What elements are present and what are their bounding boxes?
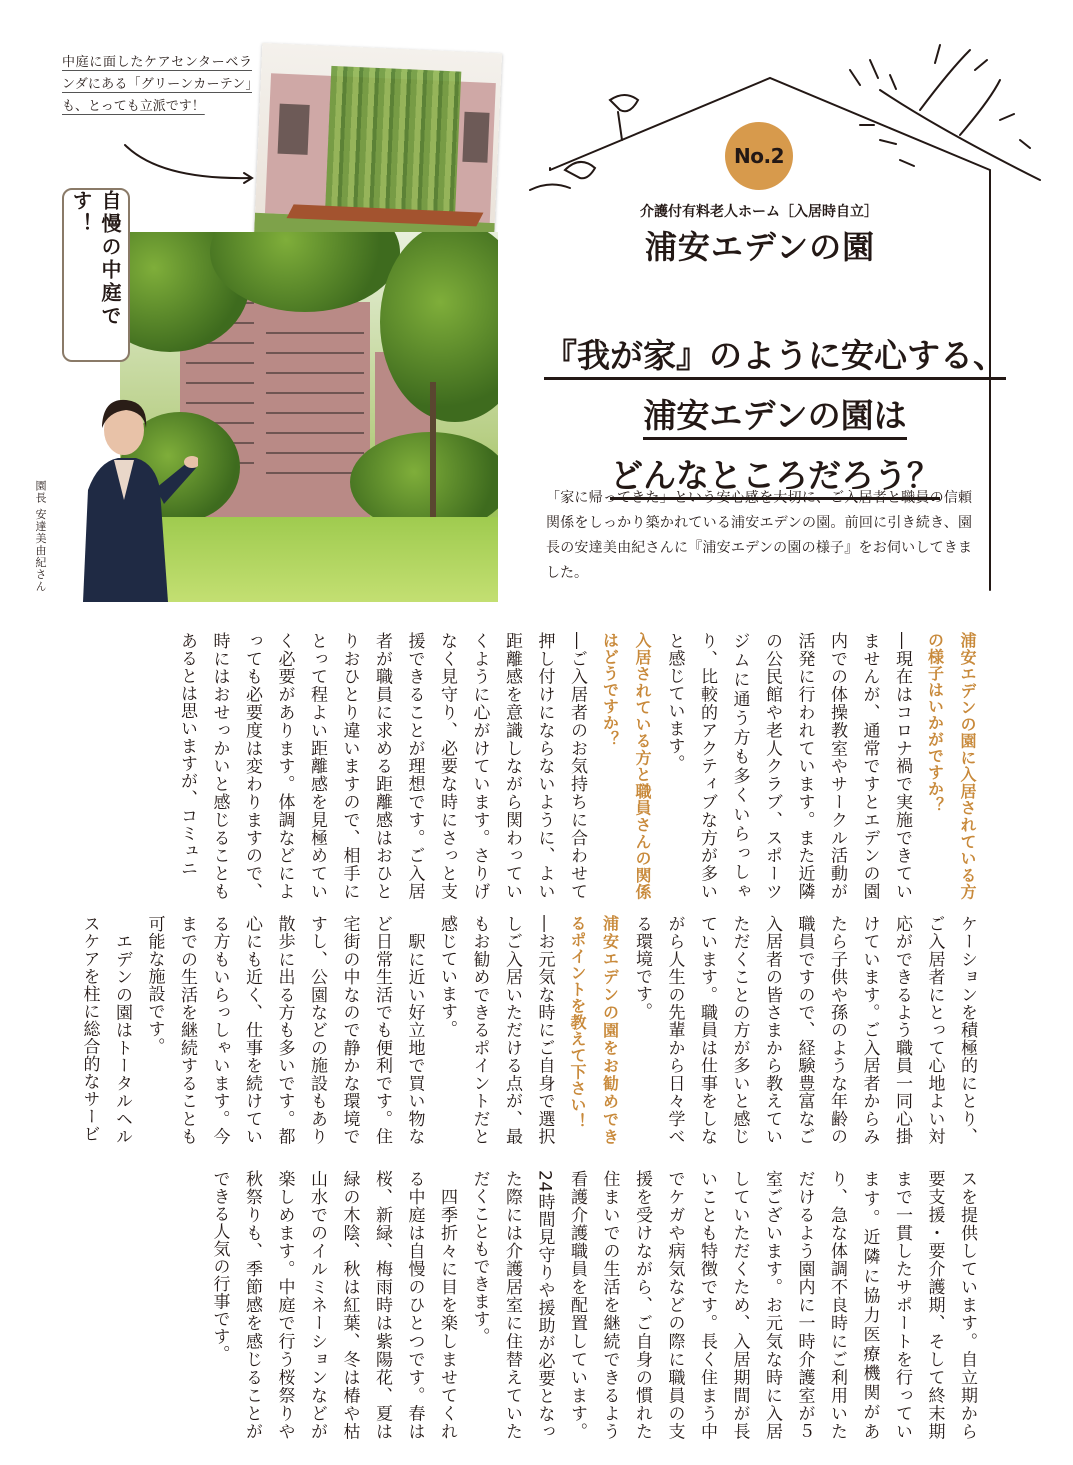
speech-bubble: 自慢の中庭です！ bbox=[62, 188, 130, 362]
answer: ケーションを積極的にとり、ご入居者にとって心地よい対応ができるよう職員一同心掛けています。ご入居者からみたら子供や孫のような年齢の職員ですので、経験豊富なご入居者の皆さまから教えていただくことの方が多いと感じています。職員は仕事をしながら人生の先輩から日々学べる環境です。 bbox=[632, 915, 977, 1145]
question: 浦安エデンの園に入居されている方の様子はいかがですか？ bbox=[925, 632, 977, 900]
question: 浦安エデンの園をお勧めできるポイントを教えて下さい！ bbox=[568, 915, 620, 1145]
issue-badge: No.2 bbox=[725, 122, 793, 190]
body-tier-1 bbox=[83, 632, 983, 900]
body-tier-2 bbox=[79, 915, 983, 1145]
headline-line: どんなところだろう？ bbox=[610, 456, 940, 500]
headline-line: 浦安エデンの園は bbox=[643, 396, 906, 440]
caption-arrow-icon bbox=[120, 140, 260, 190]
answer: 四季折々に目を楽しませてくれる中庭は自慢のひとつです。春は桜、新緑、梅雨時は紫陽花、夏は緑の木陰、秋は紅葉、冬は椿や枯山水でのイルミネーションなどが楽しめます。中庭で行う桜祭りや秋祭りも、季節感を感じることができる人気の行事です。 bbox=[209, 1170, 457, 1440]
question: 入居されている方と職員さんの関係はどうですか？ bbox=[600, 632, 652, 900]
answer: ―お元気な時にご自身で選択しご入居いただける点が、最もお勧めできるポイントだと感じています。 bbox=[437, 915, 555, 1145]
answer: エデンの園はトータルヘルスケアを柱に総合的なサービ bbox=[79, 915, 132, 1145]
answer: ―ご入居者のお気持ちに合わせて押し付けにならないように、よい距離感を意識しながら関わっていくように心がけています。さりげなく見守り、必要な時にさっと支援できることが理想です。ご入居者が職員に求める距離感はおひとりおひとり違いますので、相手にとって程よい距離感を見極めていく必要があります。体調などによっても必要度は変わりますので、時にはおせっかいと感じることもあるとは思いますが、コミュニ bbox=[177, 632, 587, 900]
answer: 駅に近い好立地で買い物など日常生活でも便利です。住宅街の中なので静かな環境ですし、公園などの施設もあり散歩に出る方も多いです。都心にも近く、仕事を続けている方もいらっしゃいます。今までの生活を継続することも可能な施設です。 bbox=[144, 915, 425, 1145]
green-curtain-photo bbox=[254, 43, 502, 249]
director-photo bbox=[48, 370, 198, 602]
director-caption: 園長 安達美由紀さん bbox=[34, 480, 47, 593]
lead-paragraph: 「家に帰ってきた」という安心感を大切に、ご入居者と職員の信頼関係をしっかり築かれている浦安エデンの園。前回に引き続き、園長の安達美由紀さんに『浦安エデンの園の様子』をお伺いしてきました。 bbox=[546, 490, 972, 581]
answer: スを提供しています。自立期から要支援・要介護期、そして終末期まで一貫したサポートを行っています。近隣に協力医療機関があり、急な体調不良時にご利用いただけるよう園内に一時介護室が５室ございます。お元気な時に入居していただくため、入居期間が長いことも特徴です。長く住まう中でケガや病気などの際に職員の支援を受けながら、ご自身の慣れた住まいでの生活を継続できるよう看護介護職員を配置しています。24時間見守りや援助が必要となった際には介護居室に住替えていただくこともできます。 bbox=[469, 1170, 977, 1440]
facility-logo: 浦安エデンの園 bbox=[644, 228, 876, 266]
body-tier-3 bbox=[83, 1170, 983, 1440]
curtain-caption: 中庭に面したケアセンターベランダにある「グリーンカーテン」も、とっても立派です！ bbox=[62, 55, 252, 114]
facility-type: 介護付有料老人ホーム［入居時自立］ bbox=[640, 204, 878, 220]
headline bbox=[540, 326, 1010, 506]
answer: ―現在はコロナ禍で実施できていませんが、通常ですとエデンの園内での体操教室やサークル活動が活発に行われています。また近隣の公民館や老人クラブ、スポーツジムに通う方も多くいらっしゃり、比較的アクティブな方が多いと感じています。 bbox=[664, 632, 912, 900]
headline-line: 『我が家』のように安心する、 bbox=[544, 336, 1006, 380]
